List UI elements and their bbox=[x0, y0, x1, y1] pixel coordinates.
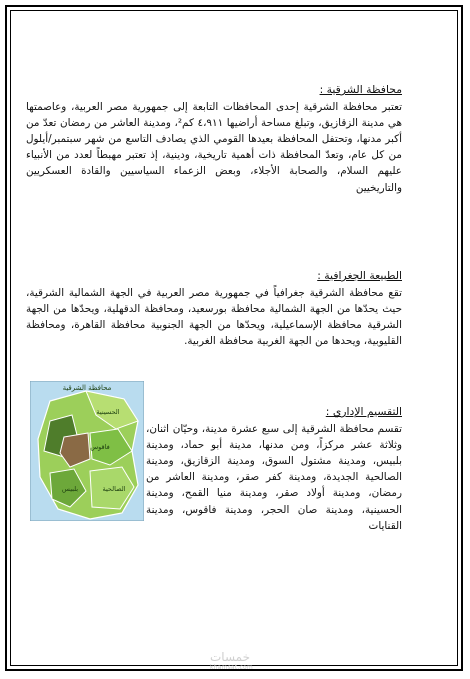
section-heading: محافظة الشرقية : bbox=[319, 83, 402, 96]
site-watermark-logo bbox=[210, 650, 253, 678]
map-svg bbox=[30, 381, 144, 521]
section-paragraph: تقسم محافظة الشرقية إلى سبع عشرة مدينة، وحيّان اثنان، وثلاثة عشر مركزاً، ومن مدنها، مدينة أبو حماد، ومدينة بلبيس، ومدينة مشتول السوق، ومدينة الزقازيق، ومدينة الصالحية الجديدة، ومدينة كفر صقر، ومدينة العاشر من رمضان، ومدينة أولاد صقر، ومدينة منيا القمح، ومدينة الحسينية، ومدينة صان الحجر، ومدينة فاقوس، ومدينة القنايات bbox=[146, 423, 402, 532]
section-sharqia-overview bbox=[26, 82, 402, 196]
watermark-main: خمسات bbox=[210, 650, 251, 664]
map-label: بلبيس bbox=[61, 485, 79, 493]
section-heading: الطبيعة الجغرافية : bbox=[317, 269, 402, 282]
map-title: محافظة الشرقية bbox=[62, 384, 112, 392]
section-geography bbox=[26, 268, 402, 349]
map-label: الصالحية bbox=[102, 485, 126, 493]
section-paragraph: تعتبر محافظة الشرقية إحدى المحافظات التابعة إلى جمهورية مصر العربية، وعاصمتها هي مدينة الزقازيق، وتبلغ مساحة أراضيها ٤،٩١١ كم²، ومدينة العاشر من رمضان تعدّ من أكبر مدنها، وتحتفل المحافظة بعيدها القومي الذي يصادف التاسع من شهر سبتمبر/أيلول من كل عام، وتعدّ المحافظة ذات أهمية تاريخية، ودينية، إذ تعتبر مهبطاً لعدد من الأنبياء عليهم السلام، والصحابة الأجلاء، وبعض الزعماء السياسيين والقادة العسكريين والتاريخيين bbox=[26, 101, 402, 194]
watermark-sub: khamsat.com bbox=[210, 664, 253, 671]
map-label: فاقوس bbox=[90, 443, 110, 451]
sharqia-map-image bbox=[30, 381, 144, 521]
section-paragraph: تقع محافظة الشرقية جغرافياً في جمهورية مصر العربية في الجهة الشمالية الشرقية، حيث يحدّها من الجهة الشمالية محافظة بورسعيد، ومحافظة الدقهلية، ويحدّها من الجهة الشرقية محافظة الإسماعيلية، ويحدّها من الجهة الجنوبية محافظة القاهرة، ومحافظة القليوبية، ويحدها من الجهة الغربية محافظة الغربية. bbox=[26, 287, 402, 348]
map-label: الحسينية bbox=[96, 408, 120, 416]
section-heading: التقسيم الإداري : bbox=[325, 405, 402, 418]
